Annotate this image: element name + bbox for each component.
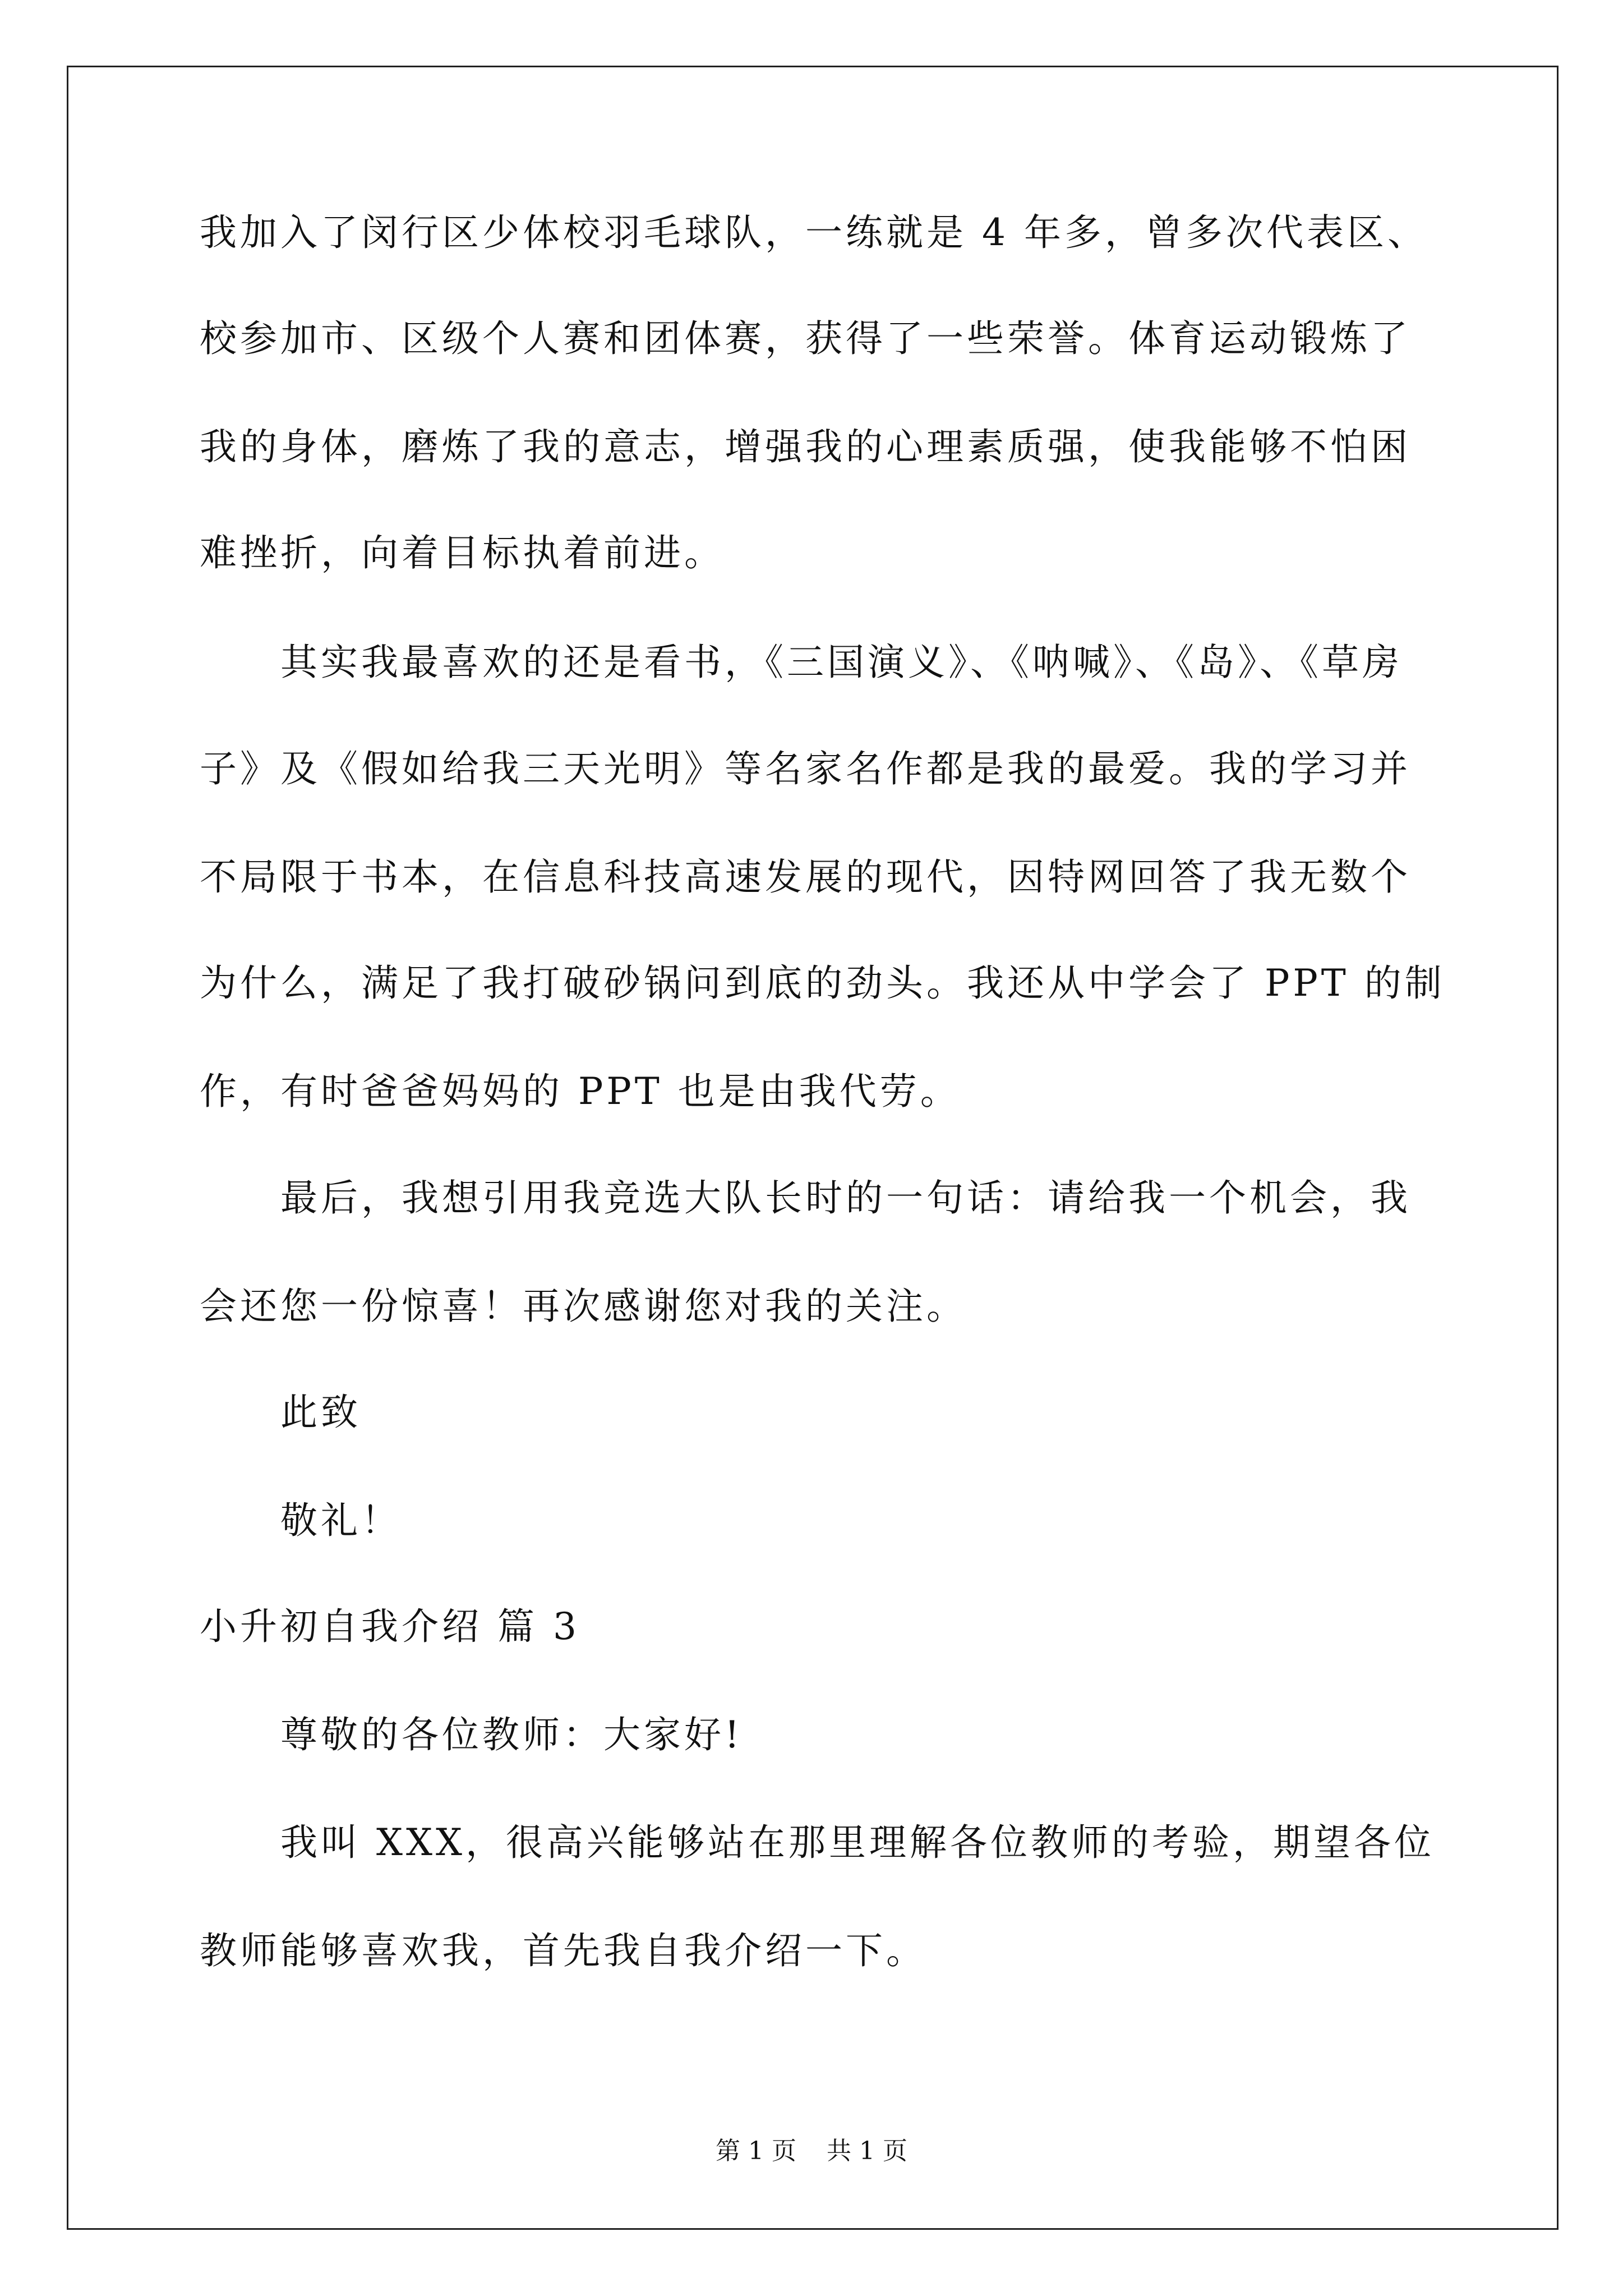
paragraph-1-line-3: 我的身体，磨炼了我的意志，增强我的心理素质强，使我能够不怕困 bbox=[200, 425, 1411, 468]
page-border bbox=[67, 66, 1559, 2230]
paragraph-2-line-4: 为什么，满足了我打破砂锅问到底的劲头。我还从中学会了 PPT 的制 bbox=[200, 961, 1445, 1005]
greeting-line: 尊敬的各位教师：大家好! bbox=[280, 1713, 743, 1756]
paragraph-2-line-2: 子》及《假如给我三天光明》等名家名作都是我的最爱。我的学习并 bbox=[200, 747, 1411, 790]
paragraph-1-line-4: 难挫折，向着目标执着前进。 bbox=[200, 531, 725, 574]
paragraph-3-line-2: 会还您一份惊喜！再次感谢您对我的关注。 bbox=[200, 1285, 967, 1328]
paragraph-4-line-2: 教师能够喜欢我，首先我自我介绍一下。 bbox=[200, 1929, 926, 1972]
paragraph-2-line-5: 作，有时爸爸妈妈的 PPT 也是由我代劳。 bbox=[200, 1070, 961, 1113]
page-number-total: 共 1 页 bbox=[827, 2137, 907, 2165]
paragraph-4-line-1: 我叫 XXX，很高兴能够站在那里理解各位教师的考验，期望各位 bbox=[280, 1821, 1435, 1864]
paragraph-1-line-1: 我加入了闵行区少体校羽毛球队，一练就是 4 年多，曾多次代表区、 bbox=[200, 211, 1428, 254]
paragraph-3-line-1: 最后，我想引用我竞选大队长时的一句话：请给我一个机会，我 bbox=[280, 1176, 1411, 1220]
paragraph-2-line-1: 其实我最喜欢的还是看书，《三国演义》、《呐喊》、《岛》、《草房 bbox=[280, 641, 1403, 684]
closing-salutation: 此致 bbox=[280, 1391, 361, 1434]
page-footer bbox=[0, 2134, 1623, 2168]
paragraph-1-line-2: 校参加市、区级个人赛和团体赛，获得了一些荣誉。体育运动锻炼了 bbox=[200, 317, 1411, 360]
paragraph-2-line-3: 不局限于书本，在信息科技高速发展的现代，因特网回答了我无数个 bbox=[200, 855, 1411, 899]
section-heading: 小升初自我介绍 篇 3 bbox=[200, 1605, 580, 1648]
page-number-current: 第 1 页 bbox=[716, 2137, 796, 2165]
closing-regards: 敬礼！ bbox=[280, 1499, 402, 1542]
